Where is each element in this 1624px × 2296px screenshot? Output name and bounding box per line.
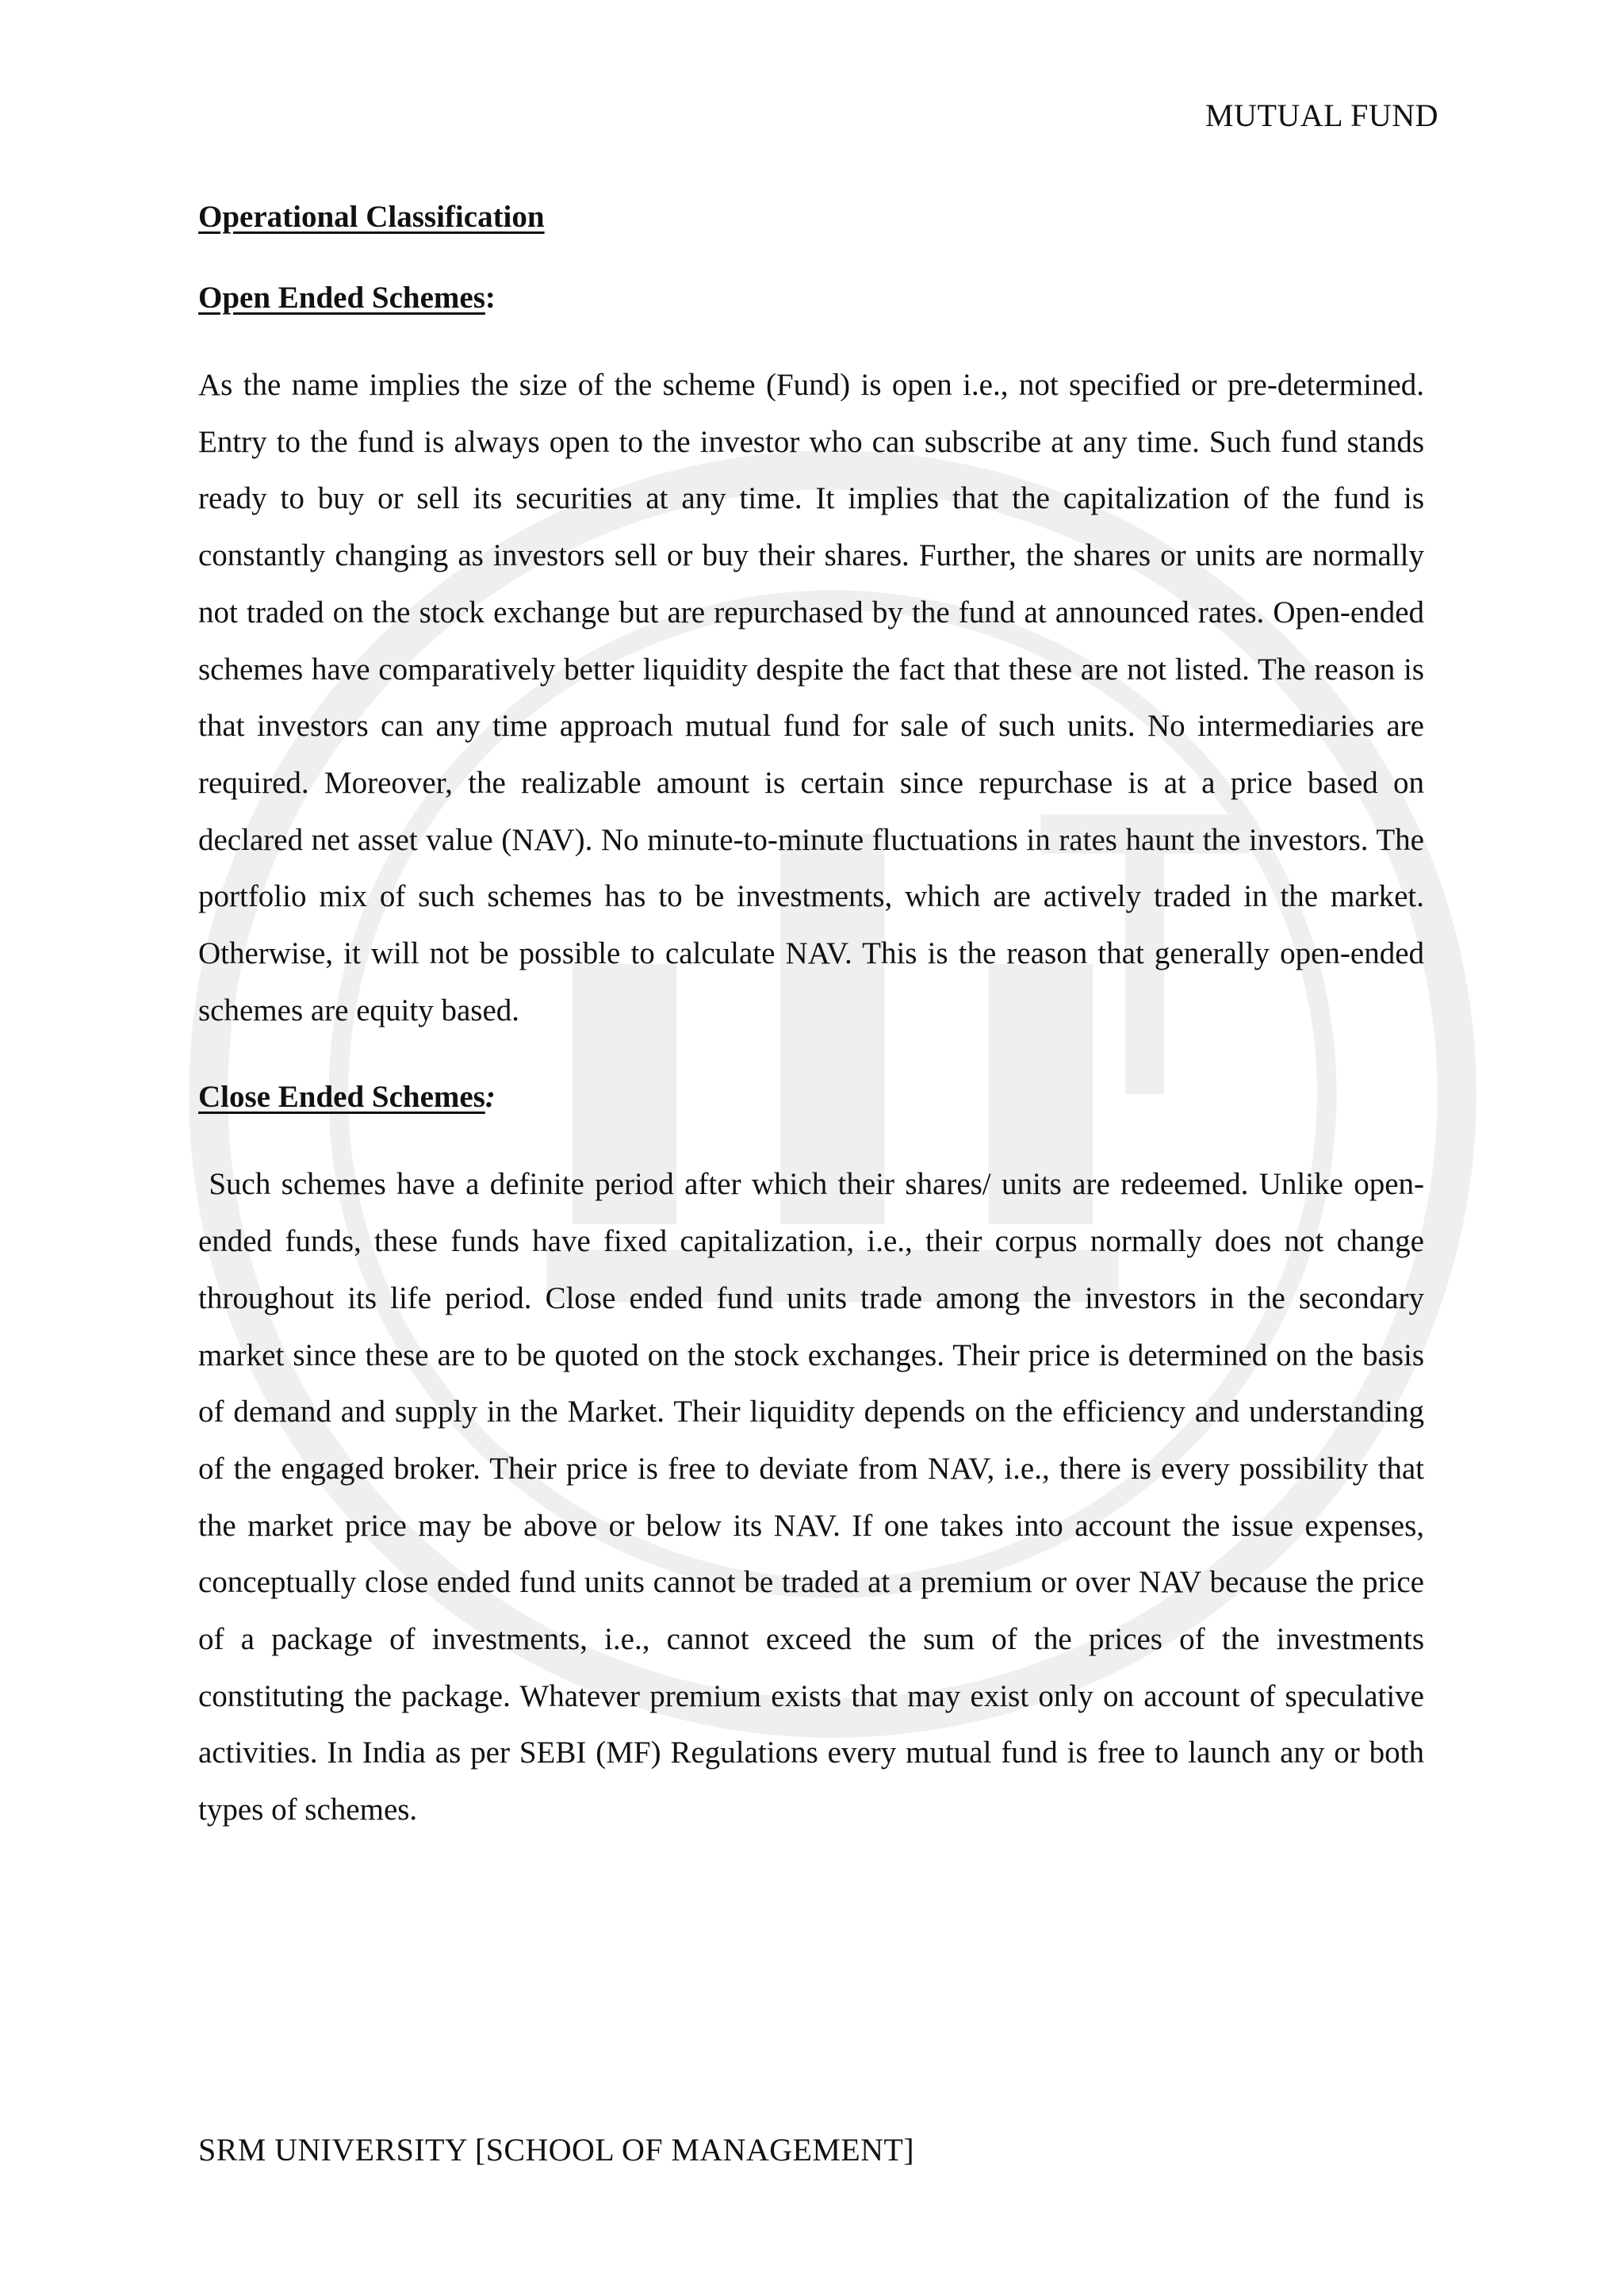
close-ended-paragraph: Such schemes have a definite period after which their shares/ units are redeemed. Unlike open-ended funds, these funds have fixed capitalization, i.e., their corpus normally does not change throughout its life period. Close ended fund units trade among the investors in the secondary market since these are to be quoted on the stock exchanges. Their price is determined on the basis of demand and supply in the Market. Their liquidity depends on the efficiency and understanding of the engaged broker. Their price is free to deviate from NAV, i.e., there is every possibility that the market price may be above or below its NAV. If one takes into account the issue expenses, conceptually close ended fund units cannot be traded at a premium or over NAV because the price of a package of investments, i.e., cannot exceed the sum of the prices of the investments constituting the package. Whatever premium exists that may exist only on account of speculative activities. In India as per SEBI (MF) Regulations every mutual fund is free to launch any or both types of schemes. [198,1167,1432,1827]
section-title [198,195,1424,239]
page-footer: SRM UNIVERSITY [SCHOOL OF MANAGEMENT] [198,2132,914,2168]
close-ended-heading-text: Close Ended Schemes [198,1080,485,1115]
open-ended-paragraph: As the name implies the size of the scheme (Fund) is open i.e., not specified or pre-determined. Entry to the fund is always open to the investor who can subscribe at any time. Such fund stands ready to buy or sell its securities at any time. It implies that the capitalization of the fund is constantly changing as investors sell or buy their shares. Further, the shares or units are normally not traded on the stock exchange but are repurchased by the fund at announced rates. Open-ended schemes have comparatively better liquidity despite the fact that these are not listed. The reason is that investors can any time approach mutual fund for sale of such units. No intermediaries are required. Moreover, the realizable amount is certain since repurchase is at a price based on declared net asset value (NAV). No minute-to-minute fluctuations in rates haunt the investors. The portfolio mix of such schemes has to be investments, which are actively traded in the market. Otherwise, it will not be possible to calculate NAV. This is the reason that generally open-ended schemes are equity based. [198,368,1424,1027]
open-ended-heading-colon: : [485,281,496,315]
open-ended-heading-text: Open Ended Schemes [198,281,485,315]
open-ended-heading [198,276,1424,320]
close-ended-heading [198,1075,1424,1119]
section-title-text: Operational Classification [198,200,545,234]
running-header: MUTUAL FUND [1205,98,1438,133]
close-ended-heading-colon: : [485,1080,496,1115]
page-content [198,195,1432,1839]
